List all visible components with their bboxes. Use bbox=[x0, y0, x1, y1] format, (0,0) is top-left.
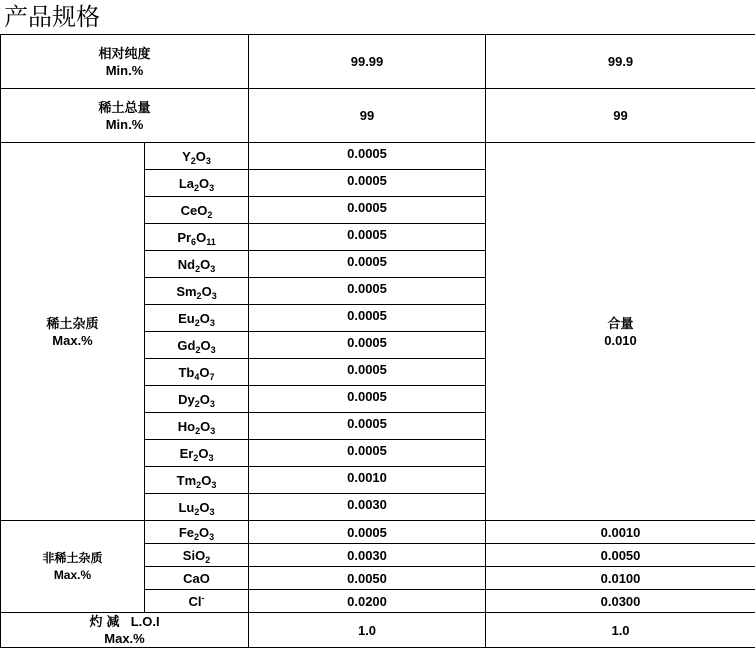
formula-oxygen: O bbox=[199, 525, 209, 540]
loi-abbr: L.O.I bbox=[131, 614, 160, 629]
oxide-value: 0.0005 bbox=[249, 278, 486, 305]
formula-subscript: 2 bbox=[191, 156, 196, 166]
re-total-value: 0.010 bbox=[486, 332, 755, 349]
oxide-value: 0.0005 bbox=[249, 305, 486, 332]
oxide-value: 0.0005 bbox=[249, 413, 486, 440]
oxide-name-cell bbox=[145, 440, 249, 467]
formula-subscript: 3 bbox=[206, 156, 211, 166]
compound-value-b: 0.0050 bbox=[486, 544, 755, 567]
formula-subscript: 2 bbox=[195, 264, 200, 274]
formula-subscript: 2 bbox=[195, 426, 200, 436]
compound-value-b: 0.0010 bbox=[486, 521, 755, 544]
formula-subscript: 2 bbox=[195, 345, 200, 355]
formula-subscript: 3 bbox=[210, 426, 215, 436]
compound-name-cell bbox=[145, 544, 249, 567]
formula-oxygen: O bbox=[200, 419, 210, 434]
oxide-value: 0.0010 bbox=[249, 467, 486, 494]
compound-name-cell bbox=[145, 590, 249, 613]
oxide-name-cell bbox=[145, 251, 249, 278]
formula-subscript: 2 bbox=[205, 555, 210, 565]
re-total-label: 合量 bbox=[486, 315, 755, 332]
oxide-name-cell bbox=[145, 305, 249, 332]
oxide-value: 0.0005 bbox=[249, 251, 486, 278]
formula-element: Eu bbox=[178, 311, 195, 326]
formula-element: Ho bbox=[178, 419, 195, 434]
formula bbox=[181, 203, 213, 218]
loi-unit: Max.% bbox=[1, 630, 248, 647]
formula-element: Tb bbox=[178, 365, 194, 380]
purity-label: 相对纯度 bbox=[1, 45, 248, 62]
oxide-value: 0.0005 bbox=[249, 440, 486, 467]
formula-subscript: 3 bbox=[210, 507, 215, 517]
treo-label-cell bbox=[1, 89, 249, 143]
formula-element: Dy bbox=[178, 392, 195, 407]
formula-oxygen: O bbox=[200, 311, 210, 326]
formula-subscript: 3 bbox=[211, 480, 216, 490]
formula bbox=[178, 392, 215, 407]
formula-subscript: 3 bbox=[211, 345, 216, 355]
formula bbox=[178, 365, 214, 380]
compound-value-a: 0.0030 bbox=[249, 544, 486, 567]
formula-element: Lu bbox=[178, 500, 194, 515]
oxide-value: 0.0005 bbox=[249, 143, 486, 170]
formula-superscript: - bbox=[202, 593, 205, 603]
non-re-impurities-label: 非稀土杂质 bbox=[1, 550, 144, 567]
oxide-name-cell bbox=[145, 224, 249, 251]
oxide-value: 0.0005 bbox=[249, 359, 486, 386]
formula bbox=[178, 257, 216, 272]
formula-subscript: 2 bbox=[193, 453, 198, 463]
spec-table bbox=[0, 34, 755, 648]
formula-oxygen: O bbox=[196, 230, 206, 245]
re-impurity-row bbox=[1, 143, 755, 170]
oxide-value: 0.0005 bbox=[249, 197, 486, 224]
oxide-name-cell bbox=[145, 413, 249, 440]
formula-element: Fe bbox=[179, 525, 194, 540]
formula-subscript: 3 bbox=[212, 291, 217, 301]
formula-oxygen: O bbox=[200, 392, 210, 407]
formula-oxygen: O bbox=[199, 176, 209, 191]
formula bbox=[182, 149, 211, 164]
non-re-impurities-label-cell bbox=[1, 521, 145, 613]
formula bbox=[178, 500, 214, 515]
loi-value-a: 1.0 bbox=[249, 613, 486, 648]
oxide-value: 0.0005 bbox=[249, 332, 486, 359]
oxide-name-cell bbox=[145, 467, 249, 494]
formula-oxygen: O bbox=[199, 500, 209, 515]
formula-element: Er bbox=[180, 446, 194, 461]
re-impurities-label: 稀土杂质 bbox=[1, 315, 144, 332]
formula bbox=[180, 446, 214, 461]
purity-label-cell bbox=[1, 35, 249, 89]
formula bbox=[178, 419, 216, 434]
formula bbox=[178, 311, 215, 326]
formula-subscript: 3 bbox=[210, 318, 215, 328]
formula-oxygen: O bbox=[202, 284, 212, 299]
formula bbox=[179, 176, 214, 191]
formula-subscript: 2 bbox=[195, 399, 200, 409]
formula bbox=[177, 338, 215, 353]
formula-element: Sm bbox=[176, 284, 196, 299]
oxide-name-cell bbox=[145, 359, 249, 386]
oxide-name-cell bbox=[145, 278, 249, 305]
formula-oxygen: O bbox=[197, 203, 207, 218]
purity-value-b: 99.9 bbox=[486, 35, 755, 89]
formula-element: Nd bbox=[178, 257, 195, 272]
compound-value-b: 0.0100 bbox=[486, 567, 755, 590]
formula bbox=[183, 548, 210, 563]
formula-oxygen: O bbox=[200, 571, 210, 586]
formula-subscript: 2 bbox=[194, 507, 199, 517]
oxide-name-cell bbox=[145, 197, 249, 224]
oxide-value: 0.0005 bbox=[249, 170, 486, 197]
purity-row bbox=[1, 35, 755, 89]
formula-subscript: 2 bbox=[194, 532, 199, 542]
formula-subscript: 2 bbox=[194, 183, 199, 193]
formula bbox=[189, 594, 205, 609]
formula-subscript: 2 bbox=[196, 480, 201, 490]
formula-oxygen: O bbox=[196, 149, 206, 164]
formula-subscript: 4 bbox=[194, 372, 199, 382]
formula bbox=[177, 473, 217, 488]
formula-oxygen: O bbox=[195, 548, 205, 563]
re-total-cell bbox=[486, 143, 755, 521]
formula-oxygen: O bbox=[198, 446, 208, 461]
treo-row bbox=[1, 89, 755, 143]
formula-oxygen: O bbox=[201, 473, 211, 488]
formula-subscript: 7 bbox=[210, 372, 215, 382]
purity-unit: Min.% bbox=[1, 62, 248, 79]
formula-element: Cl bbox=[189, 594, 202, 609]
purity-value-a: 99.99 bbox=[249, 35, 486, 89]
formula-oxygen: O bbox=[200, 257, 210, 272]
formula-subscript: 2 bbox=[197, 291, 202, 301]
formula bbox=[176, 284, 216, 299]
oxide-name-cell bbox=[145, 143, 249, 170]
formula bbox=[177, 230, 215, 245]
formula-subscript: 3 bbox=[208, 453, 213, 463]
loi-row bbox=[1, 613, 755, 648]
formula-element: Tm bbox=[177, 473, 197, 488]
page-title: 产品规格 bbox=[4, 0, 100, 34]
formula-oxygen: O bbox=[200, 338, 210, 353]
formula-subscript: 2 bbox=[207, 210, 212, 220]
formula-subscript: 2 bbox=[195, 318, 200, 328]
re-impurities-unit: Max.% bbox=[1, 332, 144, 349]
formula-element: Y bbox=[182, 149, 191, 164]
formula bbox=[179, 525, 214, 540]
oxide-name-cell bbox=[145, 332, 249, 359]
oxide-value: 0.0005 bbox=[249, 224, 486, 251]
loi-label: 灼减 bbox=[89, 614, 123, 629]
oxide-value: 0.0005 bbox=[249, 386, 486, 413]
formula-oxygen: O bbox=[199, 365, 209, 380]
treo-value-a: 99 bbox=[249, 89, 486, 143]
formula-element: Ca bbox=[183, 571, 200, 586]
formula-element: La bbox=[179, 176, 194, 191]
formula-subscript: 3 bbox=[210, 399, 215, 409]
loi-value-b: 1.0 bbox=[486, 613, 755, 648]
treo-label: 稀土总量 bbox=[1, 99, 248, 116]
compound-value-a: 0.0050 bbox=[249, 567, 486, 590]
formula-subscript: 6 bbox=[191, 237, 196, 247]
formula-element: Pr bbox=[177, 230, 191, 245]
compound-value-b: 0.0300 bbox=[486, 590, 755, 613]
formula-subscript: 3 bbox=[209, 532, 214, 542]
re-impurities-label-cell bbox=[1, 143, 145, 521]
non-re-impurity-row bbox=[1, 521, 755, 544]
compound-value-a: 0.0005 bbox=[249, 521, 486, 544]
treo-value-b: 99 bbox=[486, 89, 755, 143]
formula-subscript: 3 bbox=[210, 264, 215, 274]
oxide-name-cell bbox=[145, 386, 249, 413]
non-re-impurities-unit: Max.% bbox=[1, 567, 144, 584]
treo-unit: Min.% bbox=[1, 116, 248, 133]
compound-name-cell bbox=[145, 567, 249, 590]
oxide-name-cell bbox=[145, 494, 249, 521]
oxide-value: 0.0030 bbox=[249, 494, 486, 521]
formula-subscript: 3 bbox=[209, 183, 214, 193]
formula-subscript: 11 bbox=[206, 237, 216, 247]
formula-element: Gd bbox=[177, 338, 195, 353]
formula-element: Ce bbox=[181, 203, 198, 218]
formula bbox=[183, 571, 210, 586]
compound-name-cell bbox=[145, 521, 249, 544]
oxide-name-cell bbox=[145, 170, 249, 197]
compound-value-a: 0.0200 bbox=[249, 590, 486, 613]
loi-label-cell bbox=[1, 613, 249, 648]
formula-element: Si bbox=[183, 548, 195, 563]
